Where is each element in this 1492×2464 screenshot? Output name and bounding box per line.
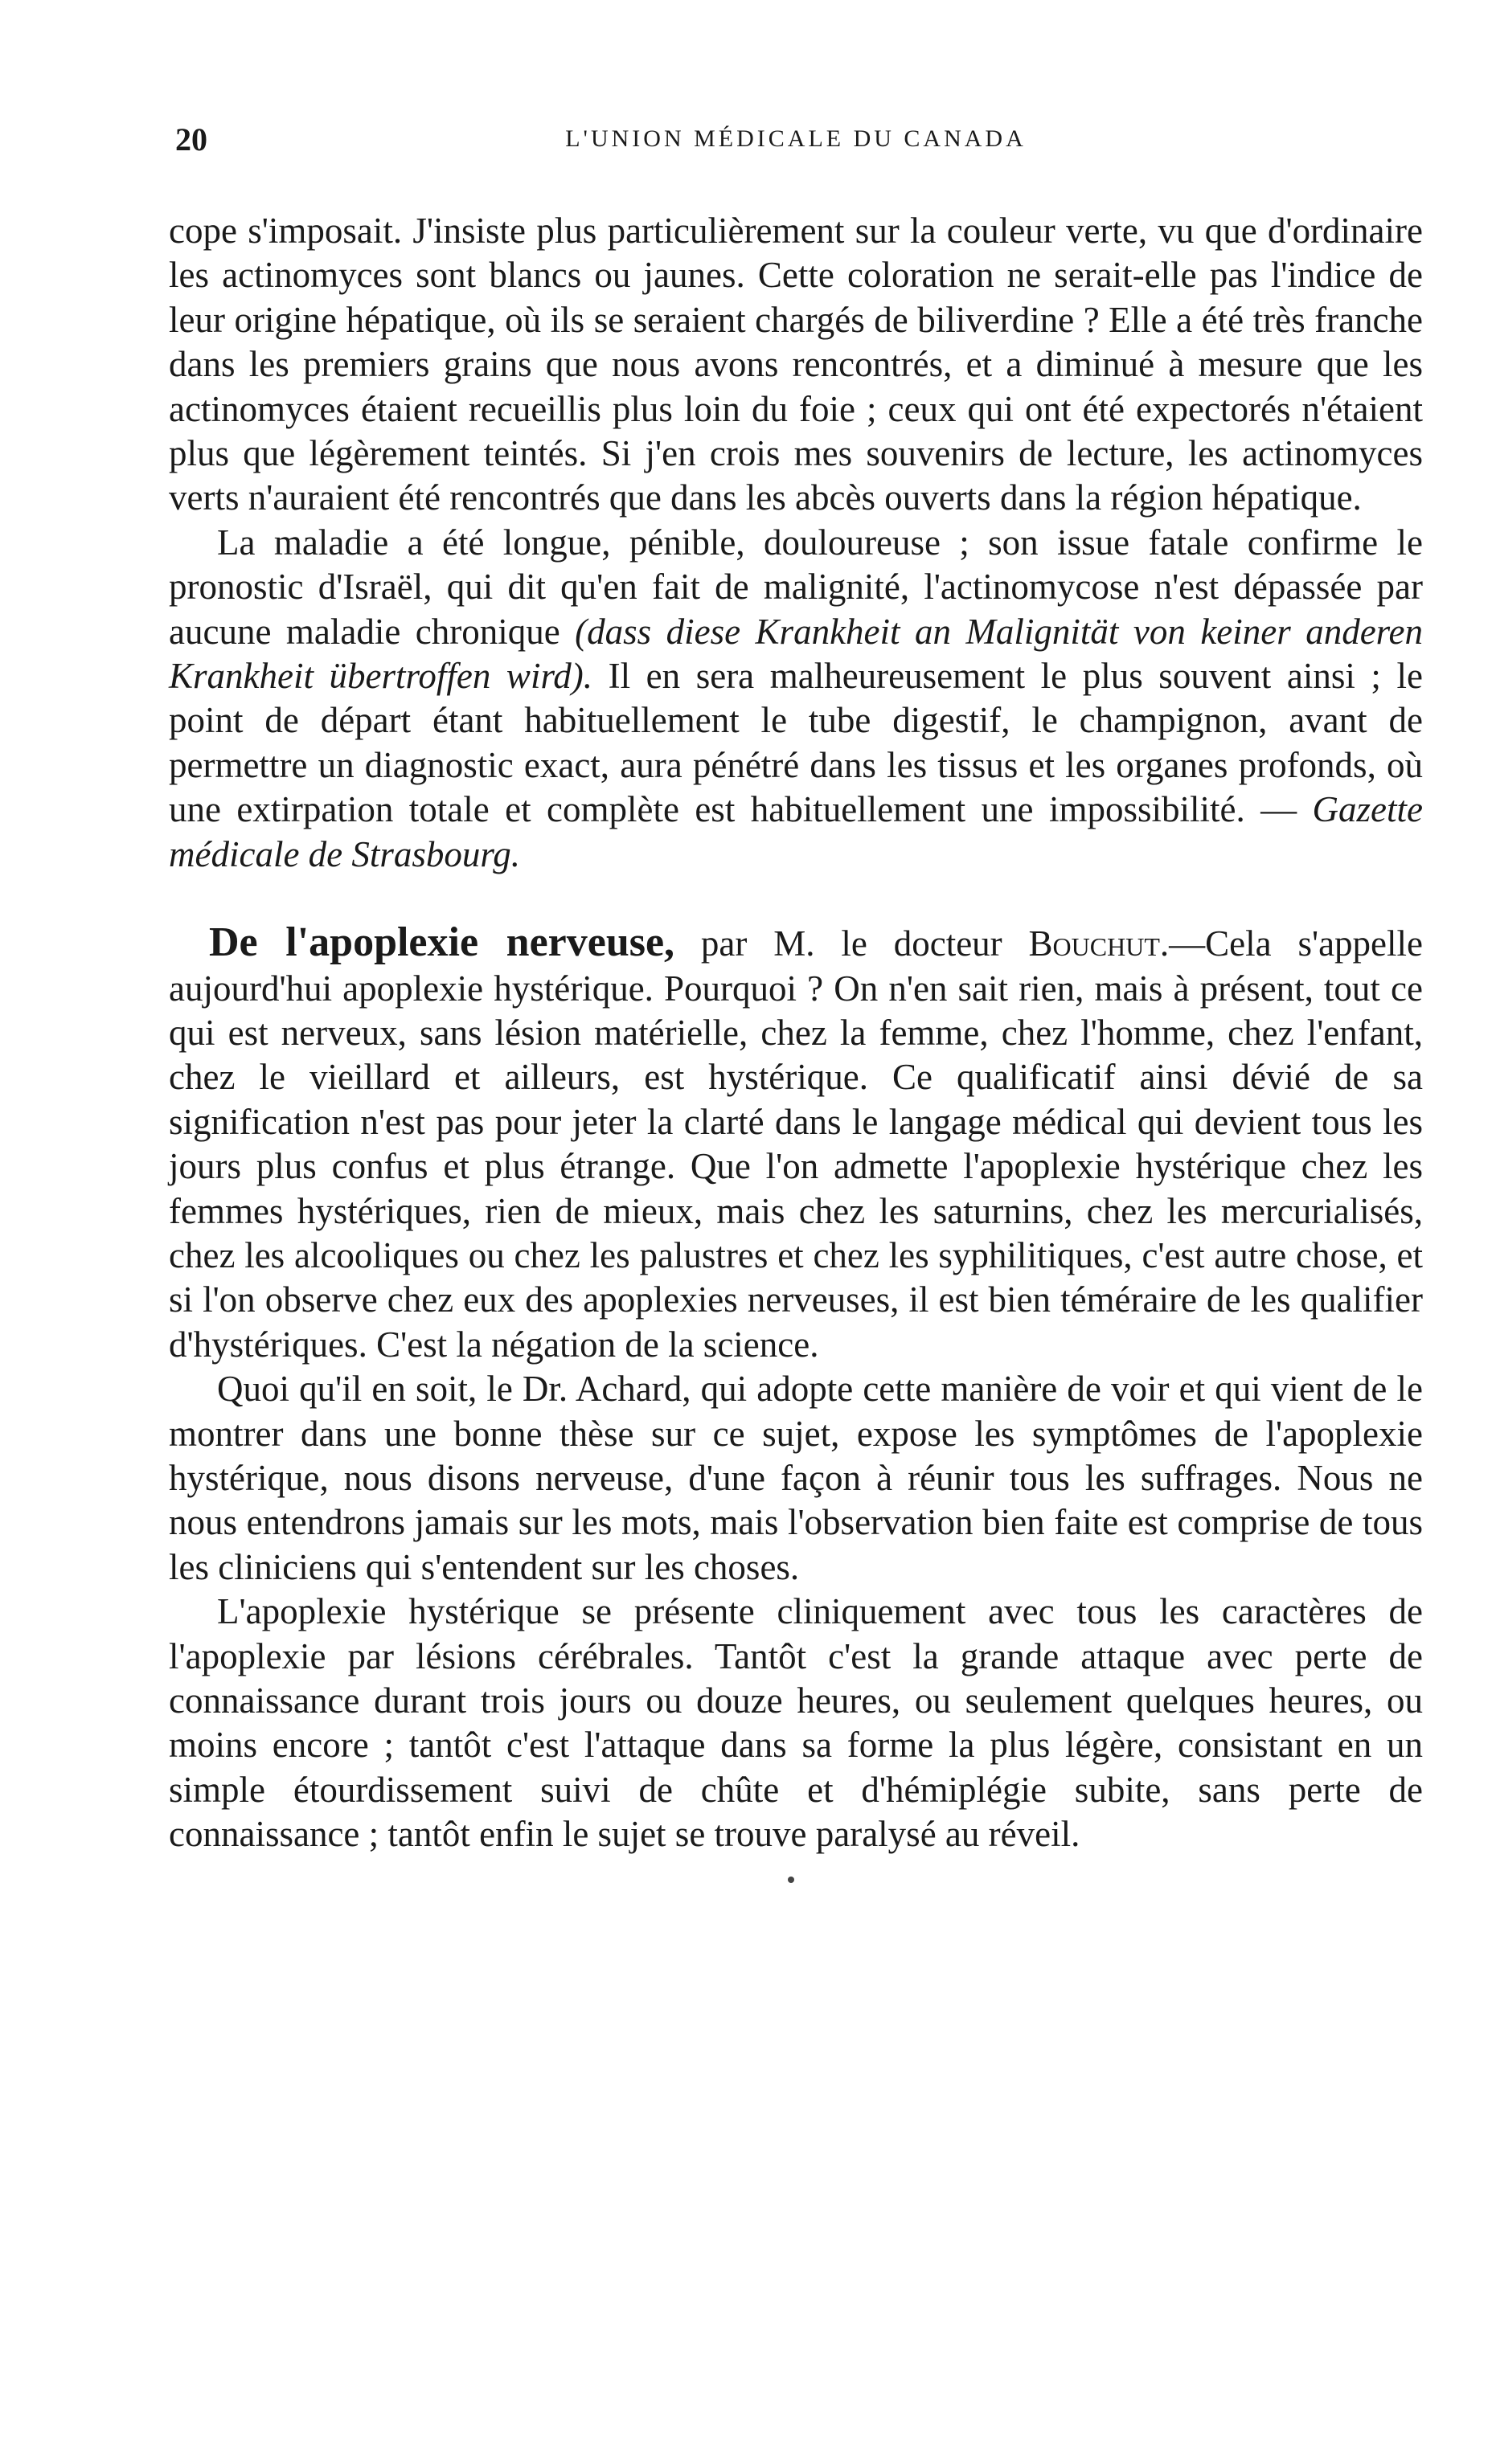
paragraph-clinical-forms [169,1590,1423,1856]
source-citation: Gazette médicale de Strasbourg. [169,789,1423,874]
byline-prefix: par M. le docteur [674,923,1029,964]
body-text [169,209,1423,1883]
author-name: Bouchut. [1028,923,1170,964]
running-head [169,121,1423,177]
german-quote: (dass diese Krankheit an Malignität von keiner anderen Krankheit übertroffen wird). [169,611,1423,697]
paragraph-achard-thesis [169,1367,1423,1590]
paragraph-text: cope s'imposait. J'insiste plus particulièrement sur la couleur verte, vu que d'ordinaire les actinomyces sont blancs ou jaunes. Cette coloration ne serait-elle pas l'indice de leur origine hépatique, où ils se seraient chargés de biliverdine ? Elle a été très franche dans les premiers grains que nous avons rencontrés, et a diminué à mesure que les actinomyces étaient recueillis plus loin du foie ; ceux qui ont été expectorés n'étaient plus que légèrement teintés. Si j'en crois mes souvenirs de lecture, les actinomyces verts n'auraient été rencontrés que dans les abcès ouverts dans la région hépatique. [169,211,1423,518]
page-number: 20 [175,121,207,158]
paragraph-prognosis [169,521,1423,877]
paragraph-actinomyces-color [169,209,1423,521]
book-page [169,121,1423,1883]
paragraph-text: Quoi qu'il en soit, le Dr. Achard, qui adopte cette manière de voir et qui vient de le montrer dans une bonne thèse sur ce sujet, expose les symptômes de l'apoplexie hystérique, nous disons nerveuse, d'une façon à réunir tous les suffrages. Nous ne nous entendrons jamais sur les mots, mais l'observation bien faite est comprise de tous les cliniciens qui s'entendent sur les choses. [169,1369,1423,1587]
paragraph-text: L'apoplexie hystérique se présente cliniquement avec tous les caractères de l'apoplexie par lésions cérébrales. Tantôt c'est la grande attaque avec perte de connaissance durant trois jours ou douze heures, ou seulement quelques heures, ou moins encore ; tantôt c'est l'attaque dans sa forme la plus légère, consistant en un simple étourdissement suivi de chûte et d'hémiplégie subite, sans perte de connaissance ; tantôt enfin le sujet se trouve paralysé au réveil. [169,1591,1423,1855]
paragraph-text: La maladie a été longue, pénible, douloureuse ; son issue fatale confirme le pronostic d'Israël, qui dit qu'en fait de malignité, l'actinomycose n'est dépassée par aucune maladie chronique [169,522,1423,652]
paragraph-text: —Cela s'appelle aujourd'hui apoplexie hystérique. Pourquoi ? On n'en sait rien, mais à présent, tout ce qui est nerveux, sans lésion matérielle, chez la femme, chez l'homme, chez l'enfant, chez le vieillard et ailleurs, est hystérique. Ce qualificatif ainsi dévié de sa signification n'est pas pour jeter la clarté dans le langage médical qui devient tous les jours plus confus et plus étrange. Que l'on admette l'apoplexie hystérique chez les femmes hystériques, rien de mieux, mais chez les saturnins, chez les mercurialisés, chez les alcooliques ou chez les palustres et chez les syphilitiques, c'est autre chose, et si l'on observe chez eux des apoplexies nerveuses, il est bien téméraire de les qualifier d'hystériques. C'est la négation de la science. [169,923,1423,1365]
paragraph-text: Il en sera malheureusement le plus souvent ainsi ; le point de départ étant habituellement le tube digestif, le champignon, avant de permettre un diagnostic exact, aura pénétré dans les tissus et les organes profonds, où une extirpation totale et complète est habituellement une impossibilité. — [169,656,1423,830]
article-title: De l'apoplexie nerveuse, [209,919,675,966]
end-dot-mark [788,1877,794,1883]
journal-title: L'UNION MÉDICALE DU CANADA [565,125,1027,152]
paragraph-apoplexy-intro [169,920,1423,1367]
